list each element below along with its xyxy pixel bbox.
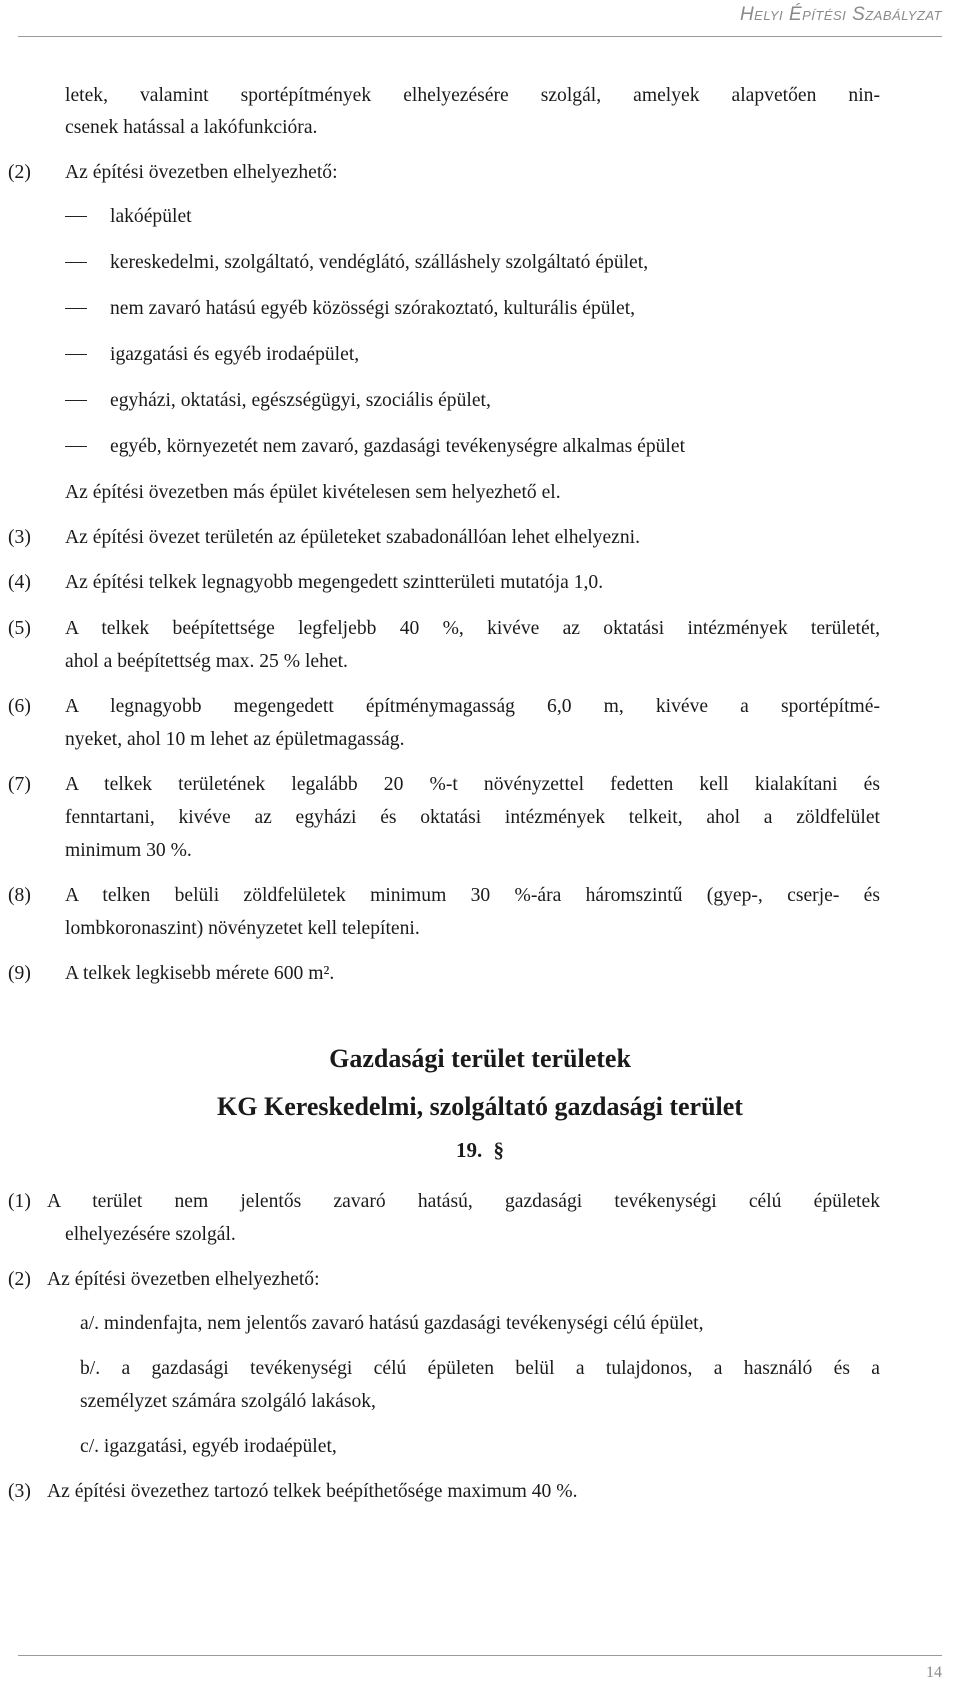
paragraph-5-line-1: A telkek beépítettsége legfeljebb 40 %, kivéve az oktatási intézmények területét, — [65, 618, 880, 639]
kg-list-item-b-line-1: b/. a gazdasági tevékenységi célú épületen belül a tulajdonos, a használó és a — [80, 1358, 880, 1379]
paragraph-7-line-2: fenntartani, kivéve az egyházi és oktatási intézmények telkeit, ahol a zöldfelület — [65, 807, 880, 828]
dash-bullet — [65, 216, 87, 217]
kg-paragraph-1-line-2: elhelyezésére szolgál. — [65, 1224, 236, 1245]
paragraph-8-line-1: A telken belüli zöldfelületek minimum 30 %-ára háromszintű (gyep-, cserje- és — [65, 885, 880, 906]
paragraph-number-5: (5) — [8, 618, 31, 639]
kg-list-item-b-line-2: személyzet számára szolgáló lakások, — [80, 1391, 376, 1412]
page-number: 14 — [926, 1664, 942, 1681]
section-heading: Gazdasági terület területek — [329, 1044, 631, 1073]
paragraph-2-note: Az építési övezetben más épület kivételesen sem helyezhető el. — [65, 482, 561, 503]
list-item: nem zavaró hatású egyéb közösségi szórakoztató, kulturális épület, — [110, 298, 636, 319]
list-item: lakóépület — [110, 206, 192, 227]
paragraph-number-8: (8) — [8, 885, 31, 906]
document-title: Helyi Építési Szabályzat — [739, 4, 942, 25]
paragraph-number-2: (2) — [8, 162, 31, 183]
section-number — [0, 1138, 960, 1163]
kg-paragraph-number-3: (3) — [8, 1481, 31, 1502]
kg-paragraph-number-2: (2) — [8, 1269, 31, 1290]
paragraph-number-4: (4) — [8, 572, 31, 593]
dash-bullet — [65, 400, 87, 401]
paragraph-number-9: (9) — [8, 963, 31, 984]
paragraph-number-3: (3) — [8, 527, 31, 548]
paragraph-9-text: A telkek legkisebb mérete 600 m². — [65, 963, 335, 984]
intro-line-2: csenek hatással a lakófunkcióra. — [65, 117, 318, 138]
list-item: egyéb, környezetét nem zavaró, gazdasági tevékenységre alkalmas épület — [110, 436, 686, 457]
paragraph-number-6: (6) — [8, 696, 31, 717]
kg-list-item-a: a/. mindenfajta, nem jelentős zavaró hatású gazdasági tevékenységi célú épület, — [80, 1313, 704, 1334]
paragraph-6-line-2: nyeket, ahol 10 m lehet az épületmagasság. — [65, 729, 405, 750]
paragraph-6-line-1: A legnagyobb megengedett építménymagasság 6,0 m, kivéve a sportépítmé- — [65, 696, 880, 717]
kg-paragraph-2-text: Az építési övezetben elhelyezhető: — [47, 1269, 320, 1290]
kg-paragraph-3-text: Az építési övezethez tartozó telkek beépíthetősége maximum 40 %. — [47, 1481, 578, 1502]
footer-divider — [18, 1655, 942, 1656]
section-sign: § — [493, 1138, 504, 1162]
paragraph-2-text: Az építési övezetben elhelyezhető: — [65, 162, 338, 183]
paragraph-7-line-1: A telkek területének legalább 20 %-t növényzettel fedetten kell kialakítani és — [65, 774, 880, 795]
kg-list-item-c: c/. igazgatási, egyéb irodaépület, — [80, 1436, 337, 1457]
list-item: kereskedelmi, szolgáltató, vendéglátó, szálláshely szolgáltató épület, — [110, 252, 649, 273]
header-divider — [18, 36, 942, 37]
dash-bullet — [65, 308, 87, 309]
list-item: igazgatási és egyéb irodaépület, — [110, 344, 360, 365]
section-number-value: 19. — [456, 1138, 483, 1162]
intro-line-1: letek, valamint sportépítmények elhelyezésére szolgál, amelyek alapvetően nin- — [65, 85, 880, 106]
list-item: egyházi, oktatási, egészségügyi, szociális épület, — [110, 390, 491, 411]
page-header — [0, 0, 960, 42]
dash-bullet — [65, 446, 87, 447]
paragraph-7-line-3: minimum 30 %. — [65, 840, 192, 861]
paragraph-4-text: Az építési telkek legnagyobb megengedett szintterületi mutatója 1,0. — [65, 572, 604, 593]
kg-paragraph-number-1: (1) — [8, 1191, 31, 1212]
section-subheading: KG Kereskedelmi, szolgáltató gazdasági terület — [217, 1092, 743, 1121]
dash-bullet — [65, 354, 87, 355]
kg-paragraph-1-line-1: A terület nem jelentős zavaró hatású, gazdasági tevékenységi célú épületek — [47, 1191, 880, 1212]
paragraph-3-text: Az építési övezet területén az épületeket szabadonállóan lehet elhelyezni. — [65, 527, 641, 548]
dash-bullet — [65, 262, 87, 263]
paragraph-number-7: (7) — [8, 774, 31, 795]
paragraph-5-line-2: ahol a beépítettség max. 25 % lehet. — [65, 651, 348, 672]
paragraph-8-line-2: lombkoronaszint) növényzetet kell telepíteni. — [65, 918, 420, 939]
